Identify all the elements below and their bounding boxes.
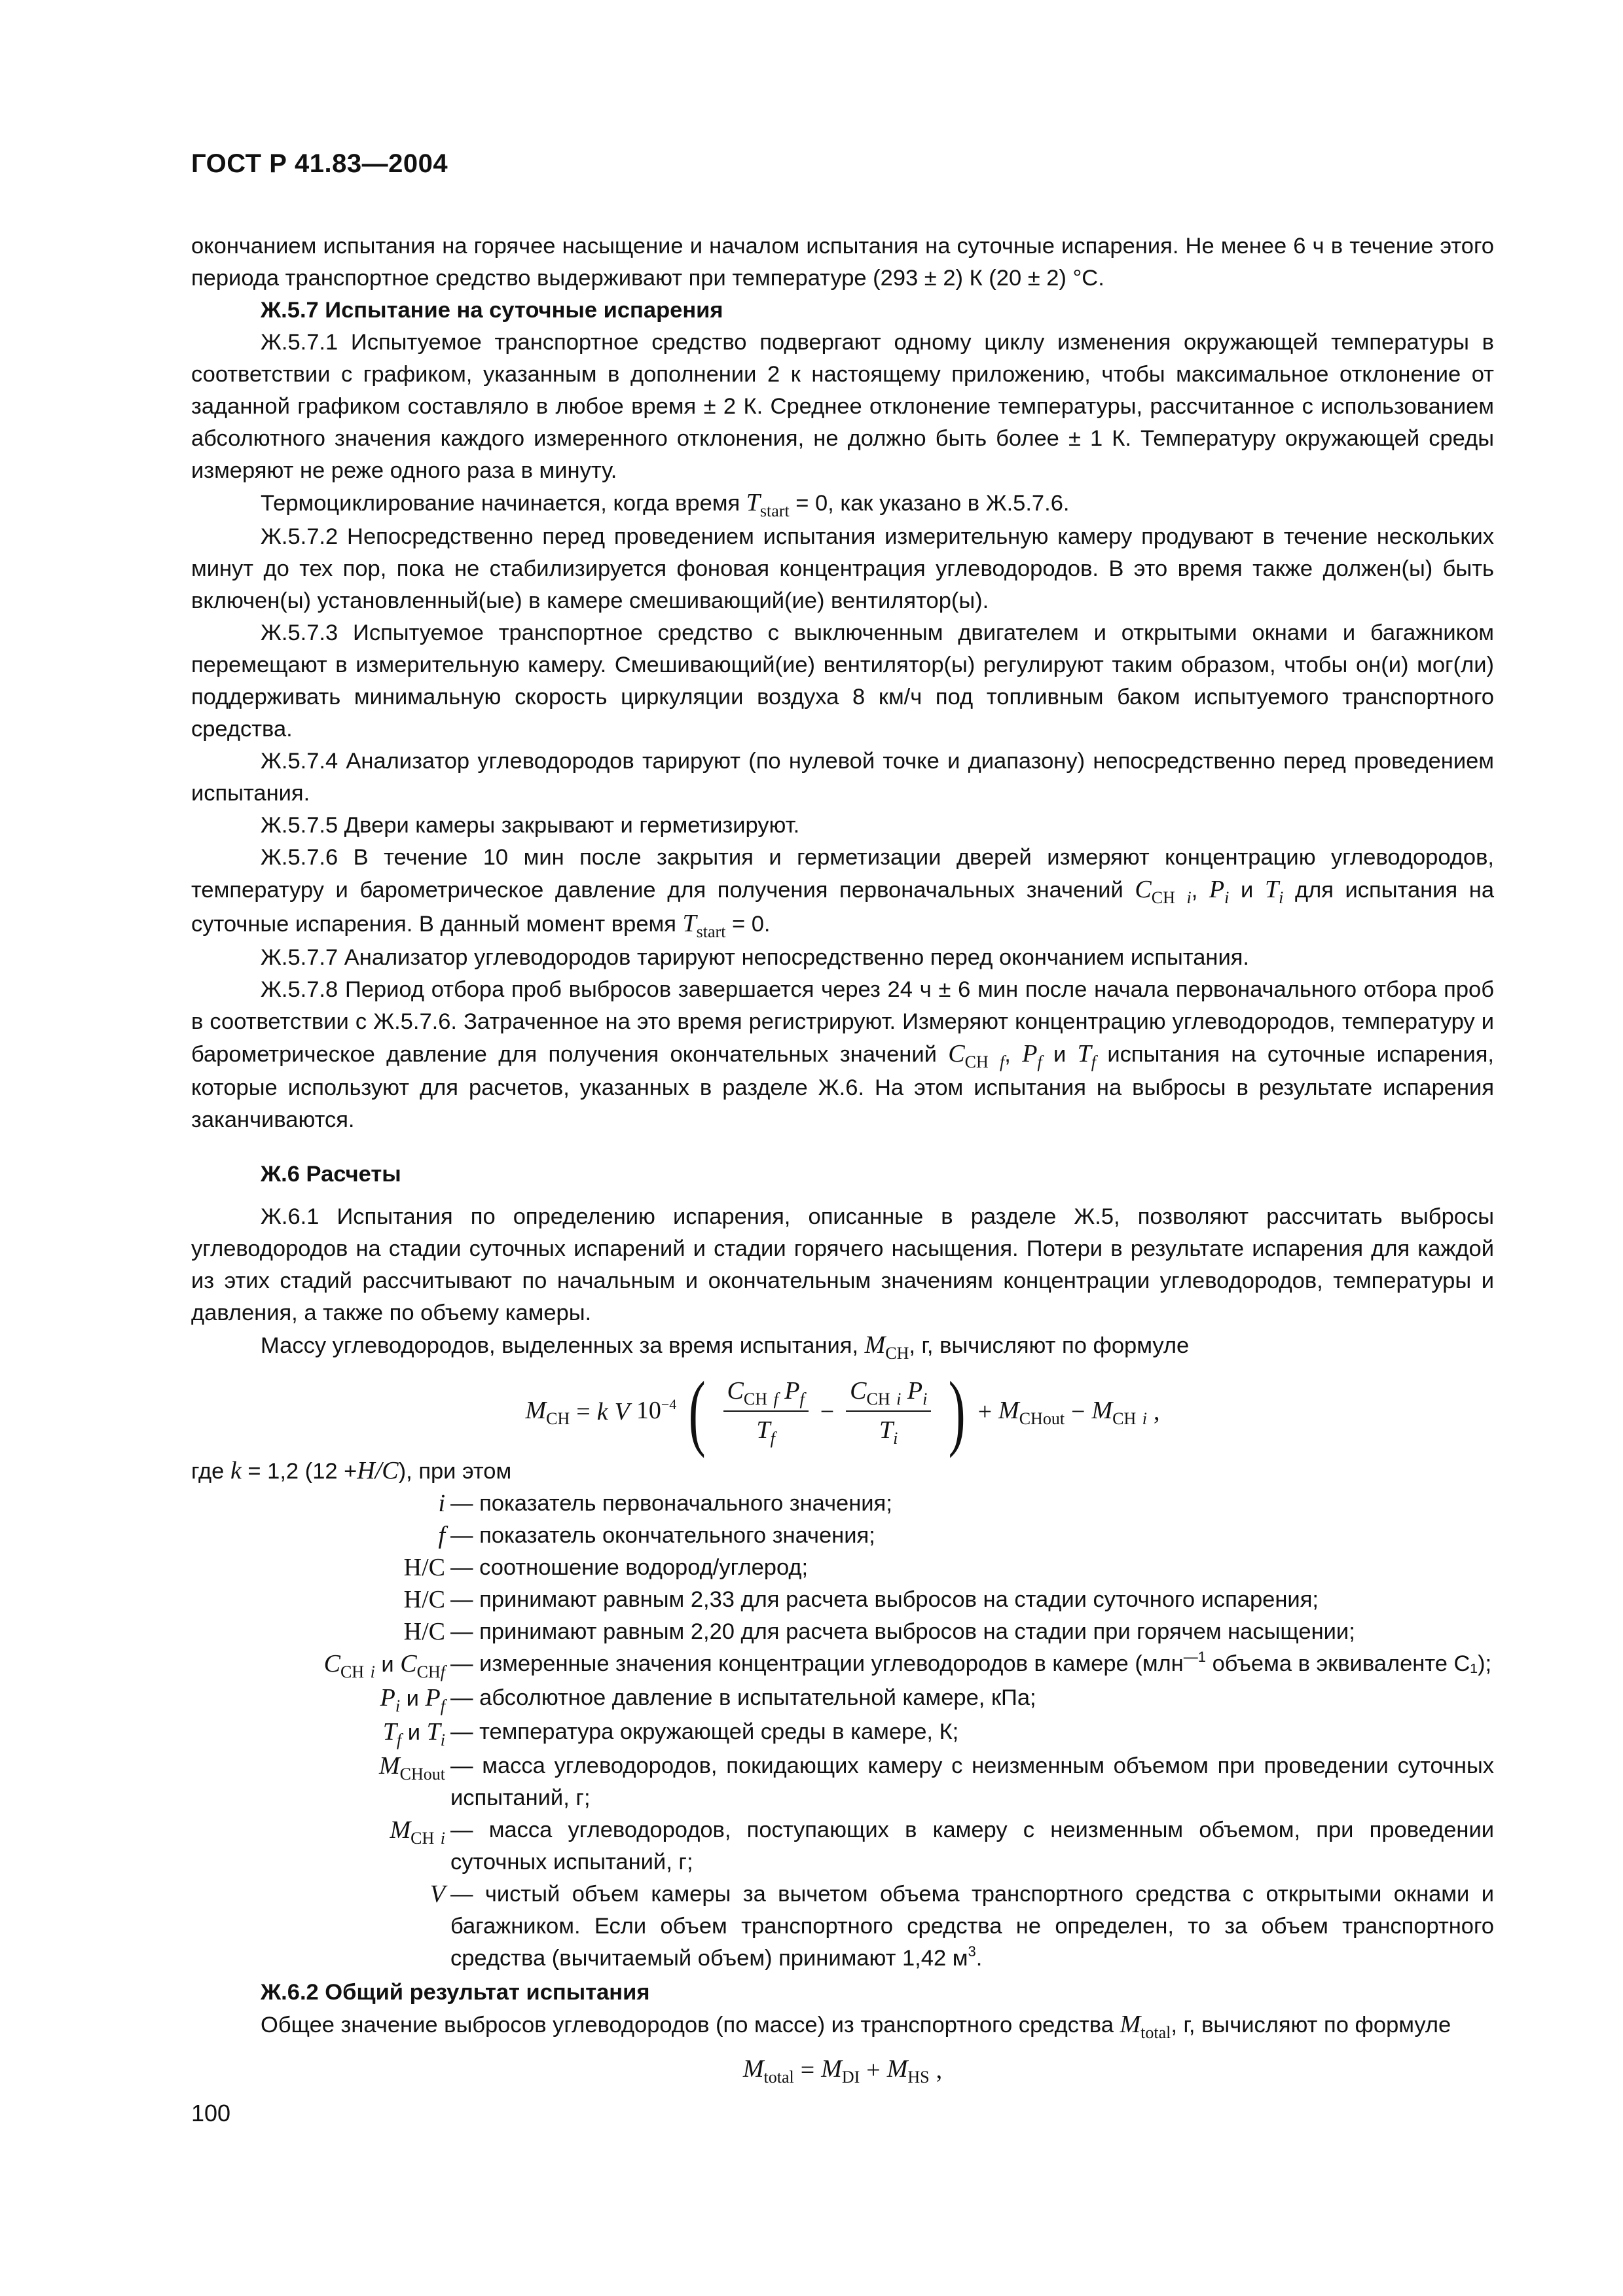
definitions-list [191, 1488, 1494, 1977]
definition-c: $C_{CH}$ $_i$ и $C_{CHf}$ — измеренные значения концентрации углеводородов в камере (млн$^{—1}$ объема в эквиваленте С₁); [323, 1649, 1492, 1681]
document-body [191, 230, 1494, 2094]
fraction-initial: $\frac{C_{CH} _i P_i}{T_i}$ [846, 1375, 931, 1448]
heading-zh-6: Ж.6 Расчеты [261, 1162, 401, 1187]
c-ch-f-symbol: $C_{CH}$ $_f$ [948, 1040, 1005, 1071]
m-total-symbol: $M_{total}$ [1120, 2011, 1171, 2042]
formula-total: $M_{total}$ = $M_{DI}$ + $M_{HS}$ , [742, 2055, 943, 2087]
definition-m-ch-i: $M_{CH}$ $_i$ — масса углеводородов, поступающих в камеру с неизменным объемом, при проведении суточных испытаний, г; [390, 1816, 1494, 1874]
definition-hc-2: H/C — принимают равным 2,33 для расчета выбросов на стадии суточного испарения; [403, 1586, 1319, 1613]
heading-zh-6-2: Ж.6.2 Общий результат испытания [261, 1980, 650, 2005]
definition-v: V — чистый объем камеры за вычетом объема транспортного средства с открытыми окнами и багажником. Если объем транспортного средства не определен, то за объем транспортного средства (вычитаемый объем) принимают 1,42 $м^3$. [429, 1880, 1494, 1971]
t-f-symbol: $T_f$ [1077, 1040, 1097, 1071]
paragraph-zh-5-7-3: Ж.5.7.3 Испытуемое транспортное средство с выключенным двигателем и открытыми окнами и багажником перемещают в измерительную камеру. Смешивающий(ие) вентилятор(ы) регулируют таким образом, чтобы он(и) мог(ли) поддерживать минимальную скорость циркуляции воздуха 8 км/ч под топливным баком испытуемого транспортного средства. [191, 620, 1494, 742]
definition-i: i — показатель первоначального значения; [438, 1490, 892, 1517]
definition-hc-3: H/C — принимают равным 2,20 для расчета выбросов на стадии при горячем насыщении; [403, 1618, 1355, 1645]
paragraph-zh-5-7-5: Ж.5.7.5 Двери камеры закрывают и герметизируют. [261, 813, 800, 838]
formula-m-ch: $M_{CH}$ [525, 1397, 570, 1428]
right-paren: ) [948, 1365, 966, 1459]
heading-zh-5-7: Ж.5.7 Испытание на суточные испарения [261, 298, 723, 323]
paragraph-zh-5-7-6: Ж.5.7.6 В течение 10 мин после закрытия и герметизации дверей измеряют концентрацию углеводородов, температуру и барометрическое давление для получения первоначальных значений $C_{CH}$ $_i$, $P_i$ и $T_i$ для испытания на суточные испарения. В данный момент время $T_{start} = 0$. [191, 845, 1495, 941]
t-i-symbol: $T_i$ [1264, 876, 1284, 907]
paragraph-mass-intro: Массу углеводородов, выделенных за время испытания, $M_{CH}$, г, вычисляют по формуле [261, 1331, 1190, 1363]
definition-f: f — показатель окончательного значения; [438, 1522, 875, 1549]
paragraph-where: где k = 1,2 (12 +H/C), при этом [191, 1457, 512, 1484]
paragraph-intro: окончанием испытания на горячее насыщение и началом испытания на суточные испарения. Не менее 6 ч в течение этого периода транспортное средство выдерживают при температуре (293 ± 2) К (20 ± 2) °С. [191, 234, 1494, 291]
c-ch-i-symbol: $C_{CH}$ $_i$ [1135, 876, 1192, 907]
paragraph-zh-5-7-8: Ж.5.7.8 Период отбора проб выбросов завершается через 24 ч ± 6 мин после начала первоначального отбора проб в соответствии с Ж.5.7.6. Затраченное на это время регистрируют. Измеряют концентрацию углеводородов, температуру и барометрическое давление для получения окончательных значений $C_{CH}$ $_f$, $P_f$ и $T_f$ испытания на суточные испарения, которые используют для расчетов, указанных в разделе Ж.6. На этом испытания на выбросы в результате испарения заканчиваются. [191, 977, 1494, 1132]
fraction-final: $\frac{C_{CH} _f P_f}{T_f}$ [723, 1375, 809, 1448]
definition-t: $T_f$ и $T_i$ — температура окружающей среды в камере, К; [382, 1718, 959, 1749]
p-f-symbol: $P_f$ [1022, 1040, 1042, 1071]
document-header: ГОСТ Р 41.83—2004 [191, 149, 448, 178]
paragraph-zh-6-1: Ж.6.1 Испытания по определению испарения, описанные в разделе Ж.5, позволяют рассчитать выбросы углеводородов на стадии суточных испарений и стадии горячего насыщения. Потери в результате испарения для каждой из этих стадий рассчитывают по начальным и окончательным значениям концентрации углеводородов, температуры и давления, а также по объему камеры. [191, 1204, 1494, 1325]
t-start-symbol-2: $T_{start}$ [682, 910, 726, 941]
paragraph-zh-5-7-7: Ж.5.7.7 Анализатор углеводородов тарируют непосредственно перед окончанием испытания. [261, 945, 1250, 970]
definition-m-chout: $M_{CHout}$ — масса углеводородов, покидающих камеру с неизменным объемом при проведении суточных испытаний, г; [379, 1752, 1494, 1810]
formula-mass-ch: $M_{CH}$ = k V $10^{-4}$ ( $\frac{C_{CH} _f P_f}{T_f}$ − $\frac{C_{CH} _i P_i}{T_i}$ ) + $M_{CHout}$ − $M_{CH}$ $_i$ , [525, 1365, 1160, 1459]
page-number: 100 [191, 2100, 231, 2126]
thermo-text-a: Термоциклирование начинается, когда время [261, 491, 740, 516]
p-i-symbol: $P_i$ [1209, 876, 1230, 907]
m-ch-symbol: $M_{CH}$ [864, 1331, 909, 1363]
paragraph-zh-6-2: Общее значение выбросов углеводородов (по массе) из транспортного средства $M_{total}$, г, вычисляют по формуле [261, 2011, 1451, 2042]
paragraph-zh-5-7-2: Ж.5.7.2 Непосредственно перед проведением испытания измерительную камеру продувают в течение нескольких минут до тех пор, пока не стабилизируется фоновая концентрация углеводородов. В это время также должен(ы) быть включен(ы) установленный(ые) в камере смешивающий(ие) вентилятор(ы). [191, 524, 1494, 613]
left-paren: ( [688, 1365, 706, 1459]
definition-hc-1: H/C — соотношение водород/углерод; [403, 1554, 809, 1581]
paragraph-thermocycling [191, 487, 1494, 521]
paragraph-zh-5-7-1: Ж.5.7.1 Испытуемое транспортное средство подвергают одному циклу изменения окружающей температуры в соответствии с графиком, указанным в дополнении 2 к настоящему приложению, чтобы максимальное отклонение от заданной графиком составляло в любое время ± 2 К. Среднее отклонение температуры, рассчитанное с использованием абсолютного значения каждого измеренного отклонения, не должно быть более ± 1 К. Температуру окружающей среды измеряют не реже одного раза в минуту. [191, 330, 1494, 483]
paragraph-zh-5-7-4: Ж.5.7.4 Анализатор углеводородов тарируют (по нулевой точке и диапазону) непосредственно перед проведением испытания. [191, 749, 1494, 806]
thermo-text-b: = 0, как указано в Ж.5.7.6. [795, 491, 1070, 516]
t-start-symbol: $T_{start}$ [746, 489, 790, 520]
definition-p: $P_i$ и $P_f$ — абсолютное давление в испытательной камере, кПа; [380, 1684, 1036, 1715]
